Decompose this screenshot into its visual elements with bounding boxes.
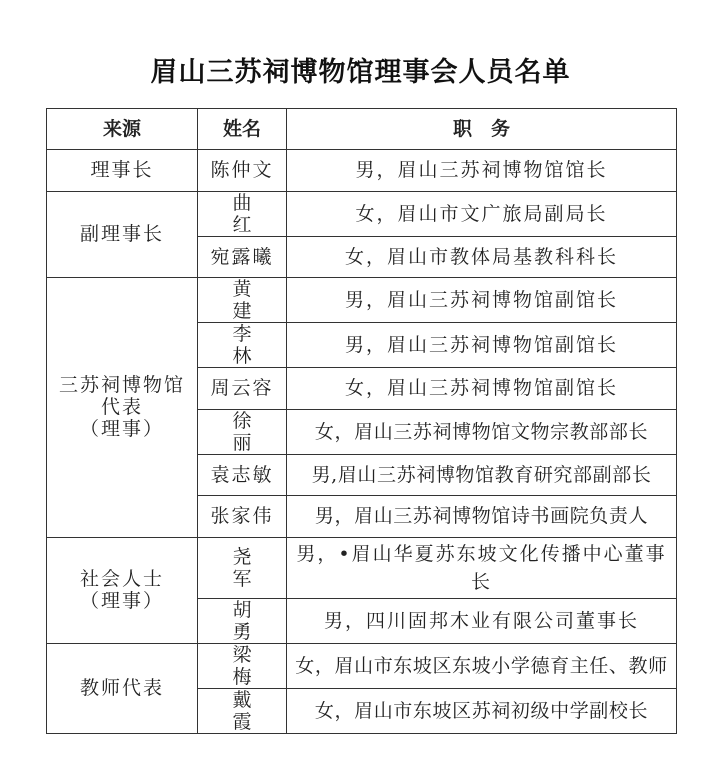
- source-label: 理事长: [90, 159, 154, 182]
- page-title: 眉山三苏祠博物馆理事会人员名单: [150, 57, 571, 88]
- name-cell: 周云容: [198, 368, 287, 410]
- position-cell: 男，眉山三苏祠博物馆馆长: [287, 150, 677, 192]
- position-cell: 女，眉山市东坡区苏祠初级中学副校长: [287, 688, 677, 733]
- source-cell: [47, 537, 198, 643]
- roster-table: [46, 108, 677, 734]
- position-cell: 男，眉山三苏祠博物馆诗书画院负责人: [287, 496, 677, 538]
- table-row: [47, 191, 677, 236]
- position-cell: 男，眉山三苏祠博物馆副馆长: [287, 278, 677, 323]
- source-cell: [47, 278, 198, 538]
- position-cell: 女，眉山三苏祠博物馆副馆长: [287, 368, 677, 410]
- header-name: 姓名: [198, 109, 287, 150]
- table-row: [47, 537, 677, 598]
- source-label: 三苏祠博物馆: [58, 374, 185, 397]
- name-cell: 曲 红: [198, 191, 287, 236]
- name-cell: 宛露曦: [198, 236, 287, 278]
- position-cell: 女，眉山市东坡区东坡小学德育主任、教师: [287, 643, 677, 688]
- source-label: 社会人士: [79, 568, 164, 590]
- source-label: 代表: [100, 396, 143, 419]
- table-row: [47, 643, 677, 688]
- position-cell: 男，眉山三苏祠博物馆副馆长: [287, 323, 677, 368]
- name-cell: 梁 梅: [198, 643, 287, 688]
- name-cell: 张家伟: [198, 496, 287, 538]
- table-row: [47, 278, 677, 323]
- name-cell: 徐 丽: [198, 409, 287, 454]
- table-header-row: [47, 109, 677, 150]
- source-cell: [47, 643, 198, 733]
- name-cell: 胡 勇: [198, 598, 287, 643]
- name-cell: 袁志敏: [198, 454, 287, 496]
- name-cell: 尧 军: [198, 537, 287, 598]
- header-position: 职 务: [287, 109, 677, 150]
- name-cell: 黄 建: [198, 278, 287, 323]
- table-row: [47, 150, 677, 192]
- position-cell: 男，•眉山华夏苏东坡文化传播中心董事长: [287, 537, 677, 598]
- header-source: 来源: [47, 109, 198, 150]
- name-cell: 陈仲文: [198, 150, 287, 192]
- source-cell: [47, 150, 198, 192]
- position-cell: 女，眉山三苏祠博物馆文物宗教部部长: [287, 409, 677, 454]
- name-cell: 戴 霞: [198, 688, 287, 733]
- source-label: （理事）: [79, 418, 164, 441]
- source-label: 教师代表: [79, 677, 164, 699]
- position-cell: 男,眉山三苏祠博物馆教育研究部副部长: [287, 454, 677, 496]
- source-cell: [47, 191, 198, 278]
- source-label: 副理事长: [79, 223, 164, 246]
- name-cell: 李 林: [198, 323, 287, 368]
- source-label: （理事）: [79, 590, 164, 612]
- position-cell: 女，眉山市文广旅局副局长: [287, 191, 677, 236]
- position-cell: 女，眉山市教体局基教科科长: [287, 236, 677, 278]
- position-cell: 男，四川固邦木业有限公司董事长: [287, 598, 677, 643]
